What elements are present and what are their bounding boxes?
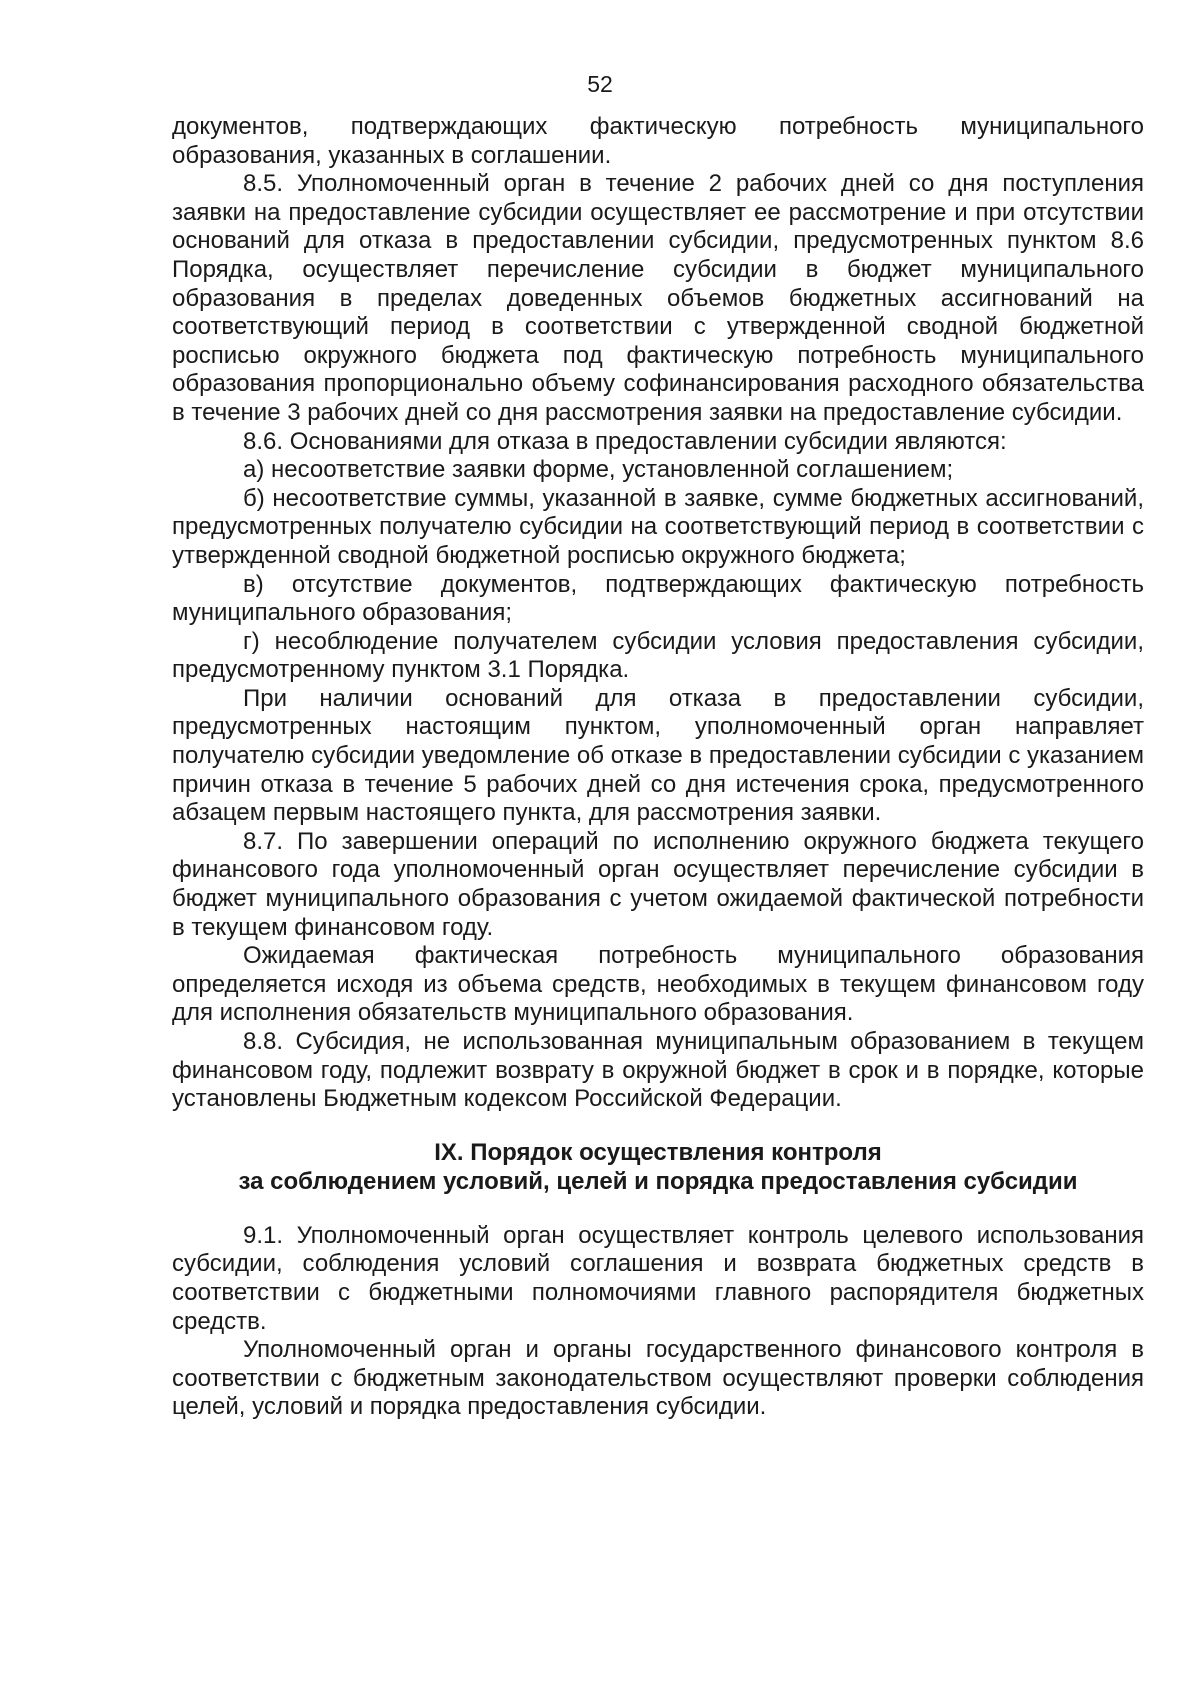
paragraph-8-8: 8.8. Субсидия, не использованная муниципальным образованием в текущем финансовом году, подлежит возврату в окружной бюджет в срок и в порядке, которые установлены Бюджетным кодексом Российской Федерации.: [172, 1028, 1144, 1113]
paragraph-9-1: 9.1. Уполномоченный орган осуществляет контроль целевого использования субсидии, соблюдения условий соглашения и возврата бюджетных средств в соответствии с бюджетными полномочиями главного распорядителя бюджетных средств.: [172, 1221, 1144, 1335]
paragraph-8-7-expected: Ожидаемая фактическая потребность муниципального образования определяется исходя из объема средств, необходимых в текущем финансовом году для исполнения обязательств муниципального образования.: [172, 942, 1144, 1027]
section-heading-line-2: за соблюдением условий, целей и порядка предоставления субсидии: [238, 1167, 1078, 1195]
section-heading-line-1: IX. Порядок осуществления контроля: [434, 1138, 882, 1166]
paragraph-8-6: 8.6. Основаниями для отказа в предоставлении субсидии являются:: [243, 427, 1007, 455]
paragraph-9-1-audit: Уполномоченный орган и органы государственного финансового контроля в соответствии с бюджетным законодательством осуществляют проверки соблюдения целей, условий и порядка предоставления субсидии.: [172, 1336, 1144, 1421]
paragraph-8-6-g: г) несоблюдение получателем субсидии условия предоставления субсидии, предусмотренному пунктом 3.1 Порядка.: [172, 627, 1144, 684]
paragraph-8-7: 8.7. По завершении операций по исполнению окружного бюджета текущего финансового года уполномоченный орган осуществляет перечисление субсидии в бюджет муниципального образования с учетом ожидаемой фактической потребности в текущем финансовом году.: [172, 827, 1144, 941]
paragraph-8-6-a: а) несоответствие заявки форме, установленной соглашением;: [243, 456, 954, 484]
paragraph-8-6-notice: При наличии оснований для отказа в предоставлении субсидии, предусмотренных настоящим пунктом, уполномоченный орган направляет получателю субсидии уведомление об отказе в предоставлении субсидии с указанием причин отказа в течение 5 рабочих дней со дня истечения срока, предусмотренного абзацем первым настоящего пункта, для рассмотрения заявки.: [172, 684, 1144, 827]
paragraph-8-6-b: б) несоответствие суммы, указанной в заявке, сумме бюджетных ассигнований, предусмотренных получателю субсидии на соответствующий период в соответствии с утвержденной сводной бюджетной росписью окружного бюджета;: [172, 484, 1144, 569]
paragraph-8-5: 8.5. Уполномоченный орган в течение 2 рабочих дней со дня поступления заявки на предоставление субсидии осуществляет ее рассмотрение и при отсутствии оснований для отказа в предоставлении субсидии, предусмотренных пунктом 8.6 Порядка, осуществляет перечисление субсидии в бюджет муниципального образования в пределах доведенных объемов бюджетных ассигнований на соответствующий период в соответствии с утвержденной сводной бюджетной росписью окружного бюджета под фактическую потребность муниципального образования пропорционально объему софинансирования расходного обязательства в течение 3 рабочих дней со дня рассмотрения заявки на предоставление субсидии.: [172, 170, 1144, 426]
document-body: [172, 113, 1144, 1422]
paragraphs-before-heading: [172, 113, 1144, 1114]
paragraph-continuation: документов, подтверждающих фактическую потребность муниципального образования, указанных в соглашении.: [172, 113, 1144, 169]
page-number: 52: [587, 71, 613, 97]
paragraph-8-6-v: в) отсутствие документов, подтверждающих фактическую потребность муниципального образования;: [172, 570, 1144, 627]
section-heading: [172, 1138, 1144, 1196]
paragraphs-after-heading: [172, 1222, 1144, 1422]
